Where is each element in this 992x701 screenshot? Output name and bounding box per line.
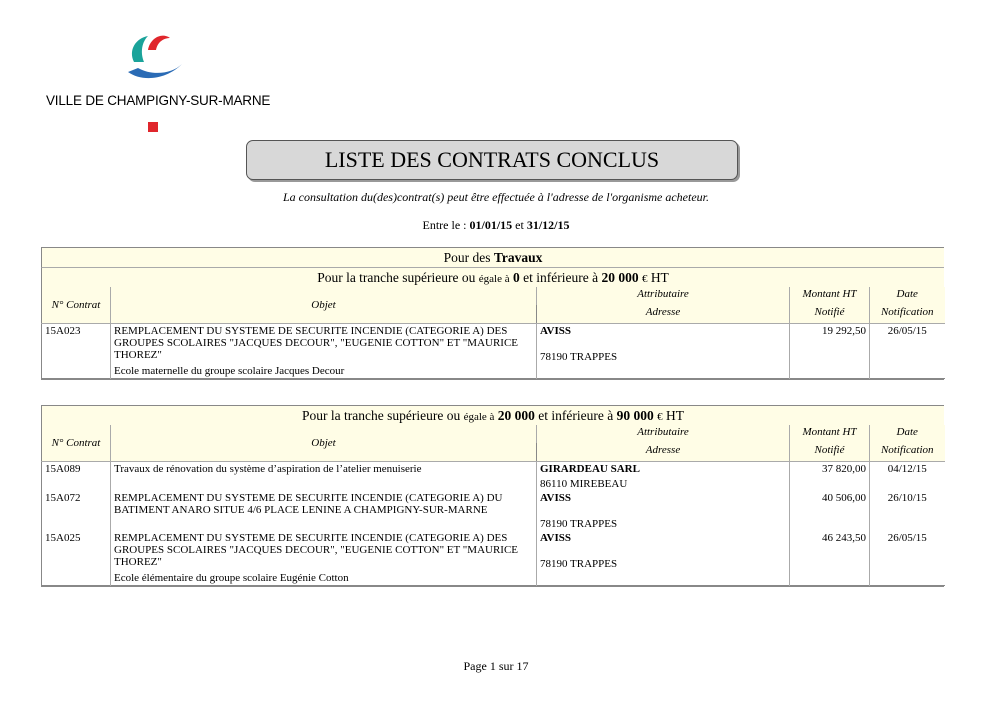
- contract-attributaire: [537, 491, 790, 531]
- col-address: Adresse: [537, 305, 790, 324]
- contract-attributaire: [537, 462, 790, 492]
- contract-object: [111, 531, 537, 586]
- col-contract: N° Contrat: [42, 287, 111, 324]
- tranche-text: HT: [666, 408, 684, 423]
- attributaire-address: 78190 TRAPPES: [540, 558, 618, 570]
- col-date: Date: [870, 425, 945, 443]
- object-detail: Ecole élémentaire du groupe scolaire Eugénie Cotton: [114, 572, 349, 584]
- contract-object: [111, 324, 537, 379]
- contract-attributaire: [537, 531, 790, 586]
- category-band: [41, 248, 944, 267]
- category-prefix: Pour des: [443, 250, 491, 265]
- col-amount-sub: Notifié: [790, 305, 870, 324]
- object-text: REMPLACEMENT DU SYSTEME DE SECURITE INCENDIE (CATEGORIE A) DES GROUPES SCOLAIRES "JACQUES DECOUR", "EUGENIE COTTON" ET "MAURICE THOREZ": [114, 532, 519, 568]
- table-header: [42, 287, 945, 305]
- section-travaux-tranche-1: [41, 247, 944, 380]
- table-row: [42, 324, 945, 379]
- contract-date: 04/12/15: [870, 462, 945, 492]
- tranche-low: 20 000: [497, 408, 535, 423]
- tranche-low: 0: [512, 270, 520, 285]
- col-amount: Montant HT: [790, 425, 870, 443]
- city-logo: [122, 28, 190, 88]
- contracts-table: [41, 287, 945, 379]
- attributaire-name: AVISS: [540, 325, 571, 337]
- consultation-note: La consultation du(des)contrat(s) peut être effectuée à l'adresse de l'organisme acheteur.: [282, 190, 710, 204]
- range-end: 31/12/15: [526, 218, 570, 232]
- contract-date: 26/10/15: [870, 491, 945, 531]
- contract-number: 15A089: [42, 462, 111, 492]
- contract-object: [111, 491, 537, 531]
- col-amount: Montant HT: [790, 287, 870, 305]
- attributaire-name: AVISS: [540, 532, 571, 544]
- object-detail: Ecole maternelle du groupe scolaire Jacques Decour: [114, 365, 345, 377]
- contract-object: [111, 462, 537, 492]
- object-text: REMPLACEMENT DU SYSTEME DE SECURITE INCENDIE (CATEGORIE A) DES GROUPES SCOLAIRES "JACQUES DECOUR", "EUGENIE COTTON" ET "MAURICE THOREZ": [114, 325, 519, 361]
- tranche-text: et inférieure à: [538, 408, 614, 423]
- contract-amount: 19 292,50: [790, 324, 870, 379]
- range-and: et: [515, 218, 524, 232]
- tranche-text: et inférieure à: [523, 270, 599, 285]
- table-row: [42, 531, 945, 586]
- tranche-text: Pour la tranche supérieure ou: [317, 270, 476, 285]
- category-name: Travaux: [493, 250, 543, 265]
- contract-number: 15A072: [42, 491, 111, 531]
- col-attributaire: Attributaire: [537, 425, 790, 443]
- tranche-high: 20 000: [601, 270, 639, 285]
- attributaire-address: 78190 TRAPPES: [540, 351, 618, 363]
- tranche-text: égale à: [478, 273, 510, 285]
- object-text: REMPLACEMENT DU SYSTEME DE SECURITE INCENDIE (CATEGORIE A) DU BATIMENT ANARO SITUE 4/6 PLACE LENINE A CHAMPIGNY-SUR-MARNE: [114, 492, 503, 516]
- page-number: Page 1 sur 17: [463, 659, 529, 673]
- attributaire-name: AVISS: [540, 492, 571, 504]
- contract-date: 26/05/15: [870, 531, 945, 586]
- col-attributaire: Attributaire: [537, 287, 790, 305]
- table-header: [42, 425, 945, 443]
- col-object: Objet: [111, 425, 537, 462]
- table-row: [42, 462, 945, 492]
- col-amount-sub: Notifié: [790, 443, 870, 462]
- city-name: VILLE DE CHAMPIGNY-SUR-MARNE: [46, 93, 271, 108]
- col-object: Objet: [111, 287, 537, 324]
- red-square-mark: [148, 122, 158, 132]
- contract-number: 15A025: [42, 531, 111, 586]
- contract-amount: 46 243,50: [790, 531, 870, 586]
- object-text: Travaux de rénovation du système d’aspiration de l’atelier menuiserie: [114, 463, 422, 475]
- range-start: 01/01/15: [469, 218, 513, 232]
- tranche-text: égale à: [463, 411, 495, 423]
- contract-amount: 37 820,00: [790, 462, 870, 492]
- col-date-sub: Notification: [870, 305, 945, 324]
- tranche-text: HT: [650, 270, 669, 285]
- attributaire-name: GIRARDEAU SARL: [540, 463, 640, 475]
- attributaire-address: 78190 TRAPPES: [540, 518, 618, 530]
- page-title: LISTE DES CONTRATS CONCLUS: [246, 140, 738, 180]
- tranche-band: [41, 406, 944, 425]
- contracts-table: [41, 425, 945, 586]
- range-prefix: Entre le :: [422, 218, 467, 232]
- section-travaux-tranche-2: [41, 405, 944, 587]
- col-address: Adresse: [537, 443, 790, 462]
- contract-date: 26/05/15: [870, 324, 945, 379]
- col-contract: N° Contrat: [42, 425, 111, 462]
- currency: €: [657, 411, 663, 423]
- table-row: [42, 491, 945, 531]
- date-range: [0, 218, 992, 233]
- currency: €: [641, 273, 648, 285]
- tranche-high: 90 000: [616, 408, 654, 423]
- tranche-text: Pour la tranche supérieure ou: [302, 408, 461, 423]
- contract-attributaire: [537, 324, 790, 379]
- attributaire-address: 86110 MIREBEAU: [540, 478, 628, 490]
- contract-amount: 40 506,00: [790, 491, 870, 531]
- tranche-band: [41, 267, 944, 287]
- col-date: Date: [870, 287, 945, 305]
- contract-number: 15A023: [42, 324, 111, 379]
- col-date-sub: Notification: [870, 443, 945, 462]
